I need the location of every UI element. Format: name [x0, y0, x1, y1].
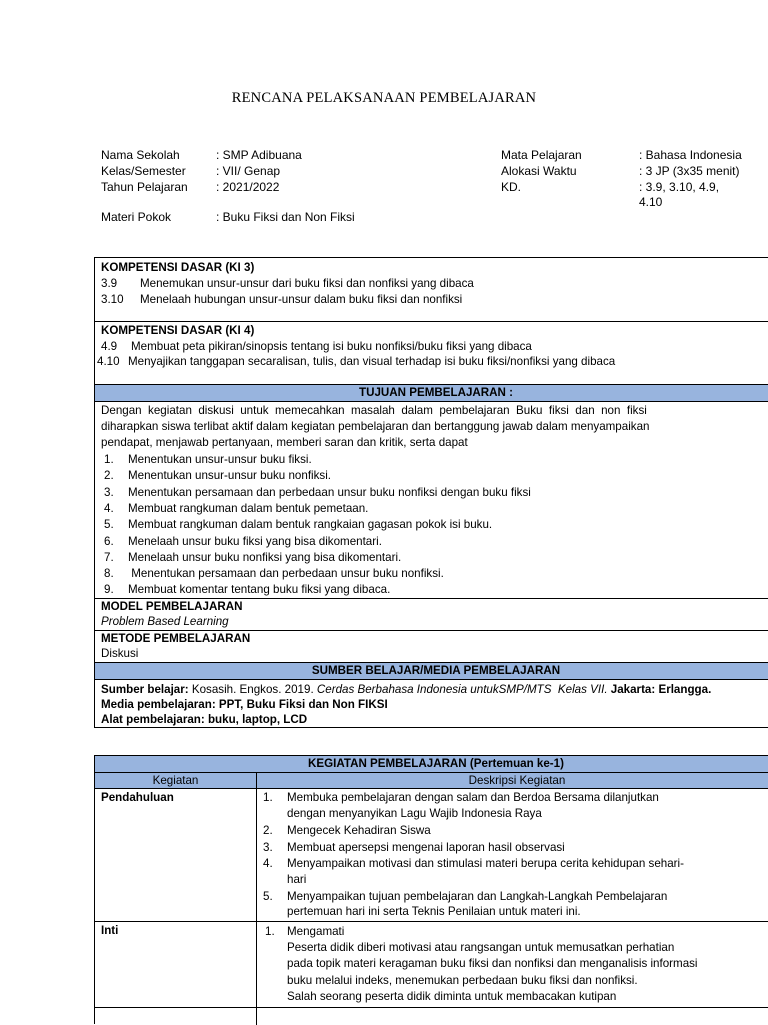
- kd4-num-1: 4.9: [101, 340, 118, 353]
- pendahuluan-label: Pendahuluan: [101, 791, 174, 804]
- tujuan-num: 8.: [104, 567, 114, 580]
- inti-label: Inti: [101, 924, 119, 937]
- sumber-heading: SUMBER BELAJAR/MEDIA PEMBELAJARAN: [95, 663, 768, 679]
- pendahuluan-item: Mengecek Kehadiran Siswa: [287, 824, 431, 837]
- divider: [95, 788, 768, 789]
- tujuan-num: 2.: [104, 469, 114, 482]
- kd3-text-1: Menemukan unsur-unsur dari buku fiksi dan nonfiksi yang dibaca: [140, 277, 474, 290]
- pendahuluan-item: pertemuan hari ini serta Teknis Penilaian untuk materi ini.: [287, 905, 581, 918]
- info-label-materi: Materi Pokok: [101, 210, 172, 224]
- tujuan-num: 7.: [104, 551, 114, 564]
- info-value-kd: : 3.9, 3.10, 4.9,: [639, 180, 720, 194]
- info-value-school: : SMP Adibuana: [216, 148, 302, 162]
- divider: [95, 679, 768, 680]
- inti-num: 1.: [265, 925, 275, 938]
- divider: [95, 321, 768, 322]
- info-label-year: Tahun Pelajaran: [101, 180, 188, 194]
- pendahuluan-num: 2.: [263, 824, 273, 837]
- pendahuluan-item: hari: [287, 873, 307, 886]
- kd4-text-1: Membuat peta pikiran/sinopsis tentang isi buku nonfiksi/buku fiksi yang dibaca: [131, 340, 532, 353]
- kd3-text-2: Menelaah hubungan unsur-unsur dalam buku fiksi dan nonfiksi: [140, 293, 463, 306]
- info-label-kd: KD.: [501, 180, 522, 194]
- tujuan-item: Menentukan unsur-unsur buku nonfiksi.: [128, 469, 332, 482]
- tujuan-item: Membuat rangkuman dalam bentuk pemetaan.: [128, 502, 369, 515]
- tujuan-item: Menentukan persamaan dan perbedaan unsur buku nonfiksi.: [128, 567, 444, 580]
- pendahuluan-item: Menyampaikan tujuan pembelajaran dan Langkah-Langkah Pembelajaran: [287, 890, 668, 903]
- info-value-kd-cont: 4.10: [639, 195, 663, 209]
- tujuan-item: Menelaah unsur buku nonfiksi yang bisa dikomentari.: [128, 551, 402, 564]
- sumber-media: Media pembelajaran: PPT, Buku Fiksi dan Non FIKSI: [101, 698, 388, 711]
- inti-line: buku melalui indeks, menemukan perbedaan buku fiksi dan nonfiksi.: [287, 974, 638, 987]
- sumber-author: Kosasih. Engkos. 2019.: [188, 683, 317, 696]
- info-value-time: : 3 JP (3x35 menit): [639, 164, 740, 178]
- metode-value: Diskusi: [101, 647, 139, 660]
- tujuan-item: Membuat komentar tentang buku fiksi yang dibaca.: [128, 583, 391, 596]
- column-divider: [256, 772, 257, 1025]
- tujuan-heading: TUJUAN PEMBELAJARAN :: [95, 385, 768, 401]
- inti-line: Salah seorang peserta didik diminta untuk membacakan kutipan: [287, 990, 617, 1003]
- divider: [95, 401, 768, 402]
- pendahuluan-item: Membuka pembelajaran dengan salam dan Berdoa Bersama dilanjutkan: [287, 791, 659, 804]
- pendahuluan-num: 4.: [263, 857, 273, 870]
- tujuan-intro-1: Dengan kegiatan diskusi untuk memecahkan masalah dalam pembelajaran Buku fiksi dan non fiksi: [101, 404, 647, 417]
- sumber-publisher: Jakarta: Erlangga.: [607, 683, 712, 696]
- kd3-num-1: 3.9: [101, 277, 118, 290]
- kd3-num-2: 3.10: [101, 293, 124, 306]
- info-value-class: : VII/ Genap: [216, 164, 281, 178]
- inti-title: Mengamati: [287, 925, 345, 938]
- pendahuluan-item: dengan menyanyikan Lagu Wajib Indonesia Raya: [287, 807, 542, 820]
- kegiatan-table: [94, 755, 768, 1024]
- info-label-class: Kelas/Semester: [101, 164, 186, 178]
- tujuan-num: 3.: [104, 486, 114, 499]
- pendahuluan-item: Menyampaikan motivasi dan stimulasi materi berupa cerita kehidupan sehari-: [287, 857, 684, 870]
- tujuan-num: 9.: [104, 583, 114, 596]
- info-label-school: Nama Sekolah: [101, 148, 180, 162]
- info-value-subject: : Bahasa Indonesia: [639, 148, 742, 162]
- metode-heading: METODE PEMBELAJARAN: [101, 632, 251, 645]
- tujuan-intro-2: diharapkan siswa terlibat aktif dalam kegiatan pembelajaran dan bertanggung jawab dalam menyampaikan: [101, 420, 650, 433]
- info-label-time: Alokasi Waktu: [501, 164, 577, 178]
- kd4-text-2: Menyajikan tanggapan secaralisan, tulis, dan visual terhadap isi buku fiksi/nonfiksi yang dibaca: [128, 355, 616, 368]
- tujuan-item: Menentukan unsur-unsur buku fiksi.: [128, 453, 312, 466]
- model-value: Problem Based Learning: [101, 615, 229, 628]
- pendahuluan-num: 5.: [263, 890, 273, 903]
- sumber-alat: Alat pembelajaran: buku, laptop, LCD: [101, 713, 308, 726]
- pendahuluan-num: 1.: [263, 791, 273, 804]
- tujuan-intro-3: pendapat, menjawab pertanyaan, memberi saran dan kritik, serta dapat: [101, 436, 468, 449]
- col-header-deskripsi: Deskripsi Kegiatan: [257, 773, 768, 788]
- tujuan-item: Membuat rangkuman dalam bentuk rangkaian gagasan pokok isi buku.: [128, 518, 493, 531]
- divider: [95, 1007, 768, 1008]
- tujuan-num: 6.: [104, 535, 114, 548]
- sumber-book-title: Cerdas Berbahasa Indonesia untukSMP/MTS Kelas VII.: [316, 683, 608, 696]
- divider: [95, 921, 768, 922]
- sumber-line-1: [101, 682, 711, 697]
- info-value-year: : 2021/2022: [216, 180, 280, 194]
- info-value-materi: : Buku Fiksi dan Non Fiksi: [216, 210, 355, 224]
- pendahuluan-num: 3.: [263, 841, 273, 854]
- inti-line: pada topik materi keragaman buku fiksi dan nonfiksi dan menganalisis informasi: [287, 957, 698, 970]
- info-label-subject: Mata Pelajaran: [501, 148, 582, 162]
- kd4-heading: KOMPETENSI DASAR (KI 4): [101, 324, 255, 337]
- model-heading: MODEL PEMBELAJARAN: [101, 600, 243, 613]
- tujuan-num: 4.: [104, 502, 114, 515]
- page-title: RENCANA PELAKSANAAN PEMBELAJARAN: [231, 90, 537, 106]
- sumber-label: Sumber belajar:: [101, 683, 189, 696]
- rpp-table: [94, 257, 768, 728]
- kegiatan-heading: KEGIATAN PEMBELAJARAN (Pertemuan ke-1): [95, 756, 768, 772]
- inti-line: Peserta didik diberi motivasi atau rangsangan untuk memusatkan perhatian: [287, 941, 675, 954]
- pendahuluan-item: Membuat apersepsi mengenai laporan hasil observasi: [287, 841, 565, 854]
- tujuan-item: Menelaah unsur buku fiksi yang bisa dikomentari.: [128, 535, 382, 548]
- tujuan-num: 5.: [104, 518, 114, 531]
- kd3-heading: KOMPETENSI DASAR (KI 3): [101, 261, 255, 274]
- tujuan-item: Menentukan persamaan dan perbedaan unsur buku nonfiksi dengan buku fiksi: [128, 486, 531, 499]
- kd4-num-2: 4.10: [97, 355, 120, 368]
- tujuan-num: 1.: [104, 453, 114, 466]
- col-header-kegiatan: Kegiatan: [95, 773, 256, 788]
